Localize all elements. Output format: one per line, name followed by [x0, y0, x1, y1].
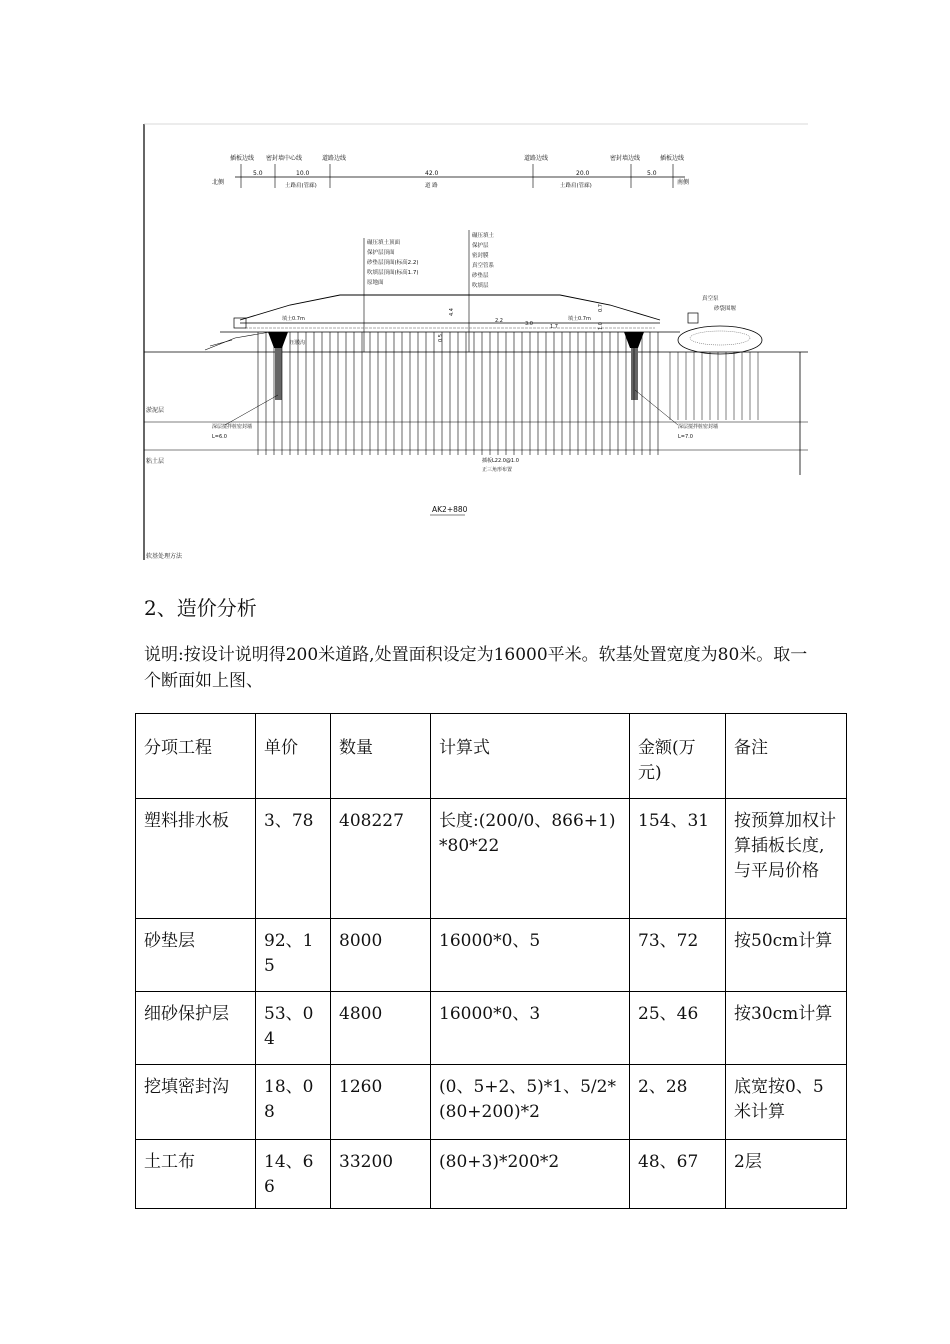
cell-formula: 长度:(200/0、866+1)*80*22	[431, 799, 630, 919]
sandbag-label: 砂袋围堰	[714, 306, 737, 312]
elev-2: 1.7	[550, 324, 558, 330]
dim-1: 10.0	[296, 170, 310, 177]
zone-mid: 道 路	[425, 183, 438, 189]
cell-amount: 73、72	[630, 919, 726, 992]
label-top-2: 道路边线	[322, 155, 347, 162]
cell-amount: 2、28	[630, 1065, 726, 1140]
soil-layers	[144, 352, 808, 475]
cell-unit-price: 14、66	[256, 1140, 331, 1209]
dim-0: 5.0	[253, 170, 263, 177]
layer-clay: 粘土层	[146, 458, 165, 465]
elev-3: 4.4	[449, 308, 455, 316]
elev-1: 3.0	[525, 321, 533, 327]
cell-item: 土工布	[136, 1140, 256, 1209]
table-row	[136, 1140, 847, 1209]
layer-left-2: 砂垫层顶面(标高2.2)	[367, 260, 419, 266]
cell-unit-price: 92、15	[256, 919, 331, 992]
section-heading: 2、造价分析	[144, 596, 257, 620]
label-top-5: 插板边线	[660, 155, 685, 162]
cell-item: 塑料排水板	[136, 799, 256, 919]
cell-remark: 按50cm计算	[726, 919, 847, 992]
cell-amount: 25、46	[630, 992, 726, 1065]
cell-item: 砂垫层	[136, 919, 256, 992]
header-remark: 备注	[726, 714, 847, 799]
cost-table	[135, 713, 847, 1209]
table-row	[136, 919, 847, 992]
layer-left-1: 保护层顶面	[367, 250, 395, 256]
cell-quantity: 4800	[331, 992, 431, 1065]
cell-unit-price: 18、08	[256, 1065, 331, 1140]
wall-left-1: L=6.0	[212, 434, 227, 440]
header-quantity: 数量	[331, 714, 431, 799]
fill-left: 填土0.7m	[282, 316, 305, 322]
fill-right: 填土0.7m	[568, 316, 591, 322]
layer-left-0: 碾压填土顶面	[367, 240, 401, 246]
layer-right-4: 砂垫层	[472, 273, 489, 279]
header-formula: 计算式	[431, 714, 630, 799]
sealing-walls	[268, 332, 644, 400]
header-amount: 金额(万元)	[630, 714, 726, 799]
cell-quantity: 408227	[331, 799, 431, 919]
wall-right-0: 深层搅拌桩密封墙	[678, 424, 719, 430]
cell-amount: 48、67	[630, 1140, 726, 1209]
dim-3: 20.0	[576, 170, 590, 177]
dimension-labels	[212, 154, 689, 189]
cell-quantity: 8000	[331, 919, 431, 992]
label-top-3: 道路边线	[524, 155, 549, 162]
table-row	[136, 799, 847, 919]
cell-unit-price: 3、78	[256, 799, 331, 919]
cell-unit-price: 53、04	[256, 992, 331, 1065]
cell-item: 挖填密封沟	[136, 1065, 256, 1140]
wall-right-1: L=7.0	[678, 434, 693, 440]
table-row	[136, 1065, 847, 1140]
layer-right-0: 碾压填土	[472, 233, 495, 239]
side-left: 北侧	[212, 179, 225, 186]
cell-remark: 按预算加权计算插板长度,与平局价格	[726, 799, 847, 919]
drain-note-0: 插板L22.0@1.0	[482, 458, 519, 464]
label-top-4: 密封墙边线	[610, 155, 641, 162]
pump-label: 真空泵	[702, 296, 719, 302]
cell-quantity: 1260	[331, 1065, 431, 1140]
label-top-0: 插板边线	[230, 155, 255, 162]
layer-right-1: 保护层	[472, 243, 489, 249]
elev-0: 2.2	[495, 318, 503, 324]
description-paragraph: 说明:按设计说明得200米道路,处置面积设定为16000平米。软基处置宽度为80米。取一个断面如上图、	[144, 645, 808, 691]
dim-4: 5.0	[647, 170, 657, 177]
layer-callouts	[364, 230, 495, 352]
cell-formula: (0、5+2、5)*1、5/2*(80+200)*2	[431, 1065, 630, 1140]
cell-amount: 154、31	[630, 799, 726, 919]
cell-item: 细砂保护层	[136, 992, 256, 1065]
dim-2: 42.0	[425, 170, 439, 177]
zone-left: 土路肩(管廊)	[285, 183, 317, 189]
mark-left: 压膜沟	[290, 340, 306, 346]
cell-remark: 底宽按0、5米计算	[726, 1065, 847, 1140]
elev-5: 0.7	[598, 304, 604, 312]
wall-left-0: 深层搅拌桩密封墙	[212, 424, 253, 430]
cross-section-drawing	[140, 120, 810, 560]
cell-quantity: 33200	[331, 1140, 431, 1209]
elev-4: 0.5	[438, 334, 444, 342]
table-header-row	[136, 714, 847, 799]
layer-left-3: 吹填层顶面(标高1.7)	[367, 270, 419, 276]
layer-right-2: 密封膜	[472, 253, 489, 259]
header-item: 分项工程	[136, 714, 256, 799]
drain-note-1: 正三角形布置	[482, 467, 513, 473]
layer-mud: 淤泥层	[146, 407, 165, 414]
label-top-1: 密封墙中心线	[266, 155, 303, 162]
elev-6: 1.0	[598, 322, 604, 330]
cell-formula: 16000*0、5	[431, 919, 630, 992]
wall-callouts	[146, 390, 718, 560]
cell-formula: 16000*0、3	[431, 992, 630, 1065]
station-label: AK2+880	[432, 505, 468, 514]
sandbag-dike	[678, 294, 762, 354]
cell-remark: 2层	[726, 1140, 847, 1209]
bottom-cut-label: 软基处理方法	[146, 553, 183, 560]
zone-right: 土路肩(管廊)	[560, 183, 592, 189]
table-row	[136, 992, 847, 1065]
layer-right-5: 吹填层	[472, 283, 489, 289]
layer-right-3: 真空管系	[472, 263, 495, 269]
cell-remark: 按30cm计算	[726, 992, 847, 1065]
side-right: 南侧	[677, 179, 690, 186]
layer-left-4: 原地面	[367, 280, 384, 286]
header-unit-price: 单价	[256, 714, 331, 799]
cell-formula: (80+3)*200*2	[431, 1140, 630, 1209]
embankment	[144, 295, 808, 352]
